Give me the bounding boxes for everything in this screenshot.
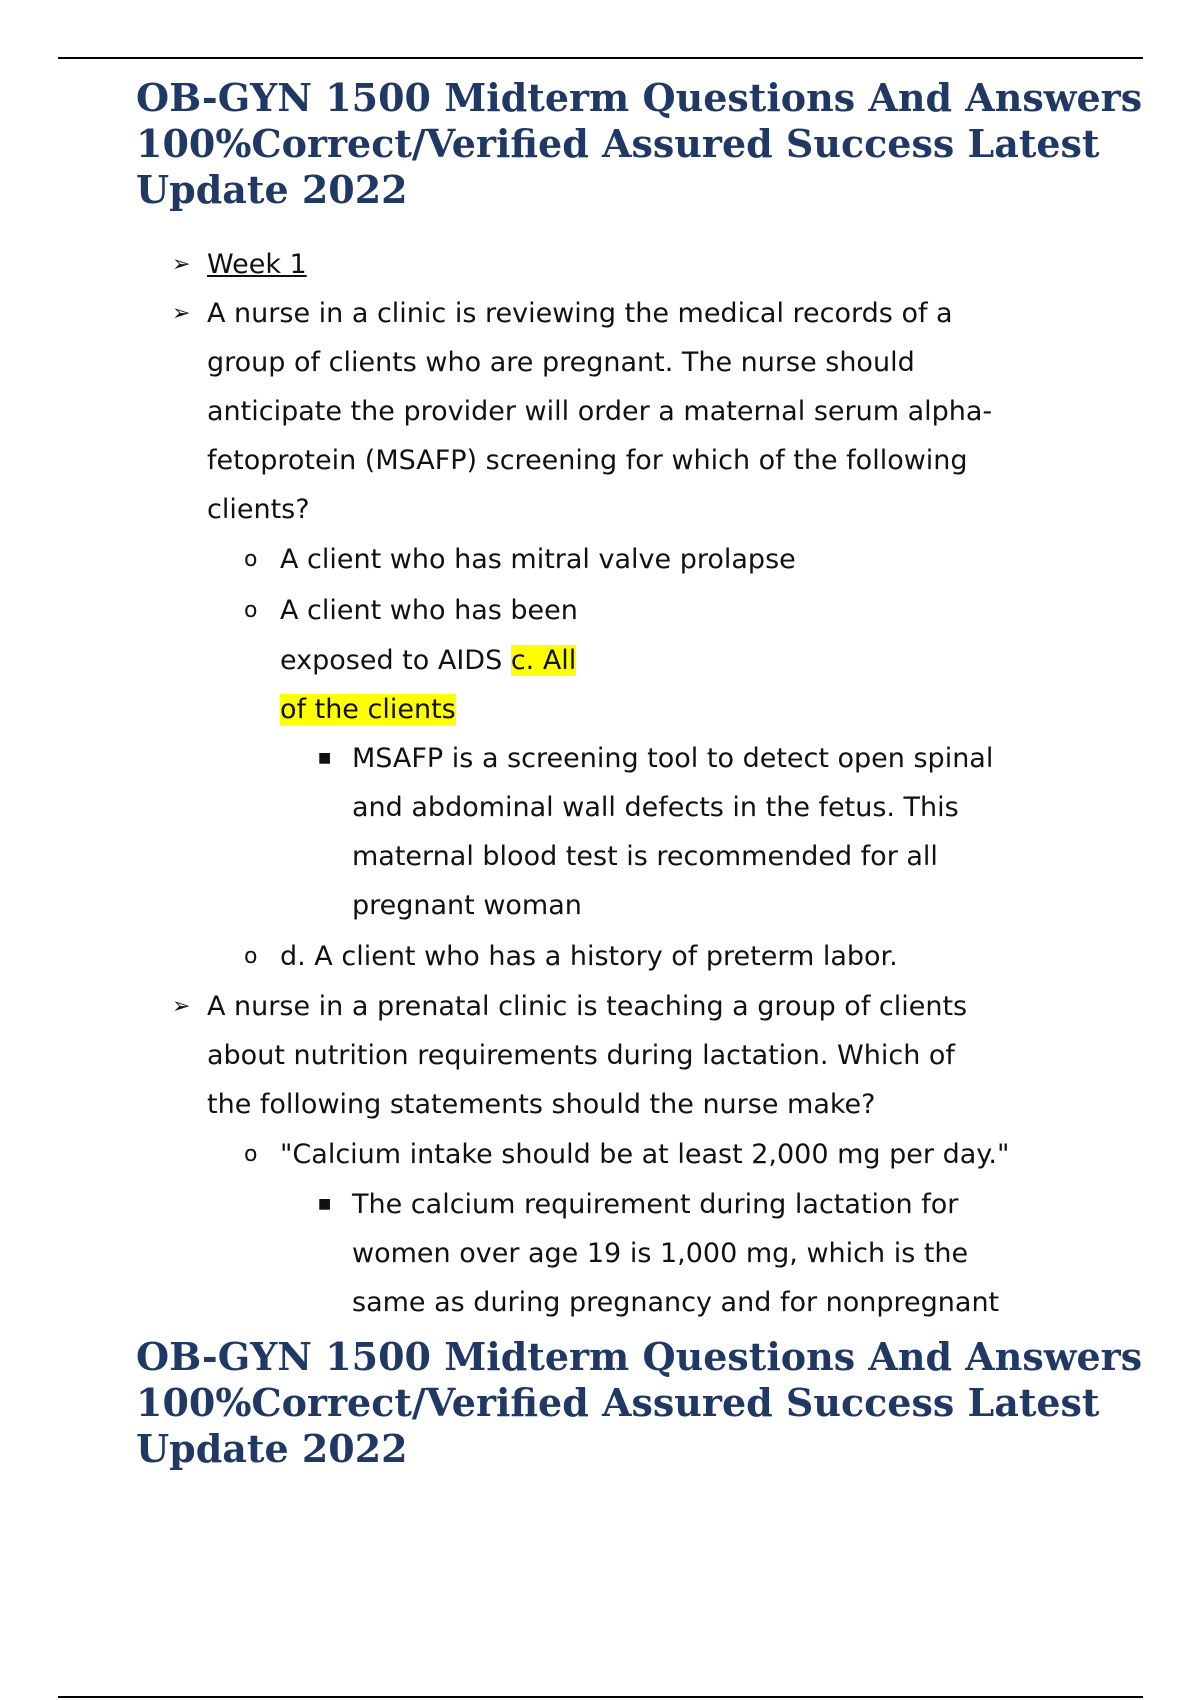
circle-bullet-icon: o [244,1142,258,1167]
title-line: Update 2022 [136,1426,408,1471]
rationale-text: same as during pregnancy and for nonpregnant [352,1287,1000,1318]
title-line: 100%Correct/Verified Assured Success Latest [136,1380,1100,1425]
question-stem-line [0,485,1200,534]
week-label: Week 1 [207,249,307,280]
answer-option [0,585,1200,636]
circle-bullet-icon: o [244,944,258,969]
question-stem-line [0,338,1200,387]
option-text: exposed to AIDS [280,645,511,676]
rationale-line [0,832,1200,881]
question-text: clients? [207,494,310,525]
rationale-text: maternal blood test is recommended for all [352,841,938,872]
rationale-line [0,783,1200,832]
question-stem-line [0,982,1200,1031]
square-bullet-icon: ■ [318,750,332,766]
arrow-bullet-icon: ➢ [172,301,191,326]
option-text: A client who has been [280,595,578,626]
question-stem-line [0,289,1200,338]
answer-option [0,931,1200,982]
rationale-text: women over age 19 is 1,000 mg, which is the [352,1238,969,1269]
answer-option-continued [0,636,1200,685]
rationale-text: and abdominal wall defects in the fetus. This [352,792,959,823]
option-text: "Calcium intake should be at least 2,000 mg per day." [280,1139,1010,1170]
rationale-line [0,734,1200,783]
option-text: d. A client who has a history of preterm labor. [280,941,898,972]
title-line: OB-GYN 1500 Midterm Questions And Answers [136,1334,1143,1379]
rationale-line [0,881,1200,931]
title-line: Update 2022 [136,167,408,212]
bottom-rule [58,1696,1143,1698]
week-heading [0,240,1200,289]
option-text: A client who has mitral valve prolapse [280,544,796,575]
top-rule [58,57,1143,59]
question-stem-line [0,436,1200,485]
highlighted-answer: c. All [510,645,577,676]
question-text: about nutrition requirements during lactation. Which of [207,1040,955,1071]
title-line: OB-GYN 1500 Midterm Questions And Answers [136,75,1143,120]
question-text: A nurse in a prenatal clinic is teaching a group of clients [207,991,968,1022]
question-text: A nurse in a clinic is reviewing the medical records of a [207,298,953,329]
answer-option-continued [0,685,1200,734]
question-text: fetoprotein (MSAFP) screening for which of the following [207,445,968,476]
rationale-text: MSAFP is a screening tool to detect open spinal [352,743,994,774]
footer-title [136,1334,1143,1472]
highlighted-answer: of the clients [280,694,456,725]
page-fade-overlay [1010,1050,1050,1330]
title-line: 100%Correct/Verified Assured Success Latest [136,121,1100,166]
rationale-text: The calcium requirement during lactation for [352,1189,959,1220]
question-text: the following statements should the nurse make? [207,1089,876,1120]
circle-bullet-icon: o [244,547,258,572]
rationale-text: pregnant woman [352,890,582,921]
arrow-bullet-icon: ➢ [172,994,191,1019]
question-1 [0,289,1200,982]
question-text: group of clients who are pregnant. The nurse should [207,347,915,378]
answer-option [0,534,1200,585]
arrow-bullet-icon: ➢ [172,252,191,277]
square-bullet-icon: ■ [318,1196,332,1212]
circle-bullet-icon: o [244,598,258,623]
question-stem-line [0,387,1200,436]
document-title [136,75,1143,213]
question-text: anticipate the provider will order a maternal serum alpha- [207,396,993,427]
